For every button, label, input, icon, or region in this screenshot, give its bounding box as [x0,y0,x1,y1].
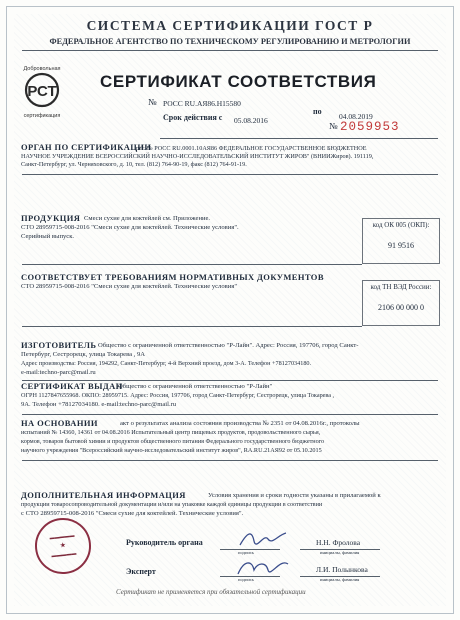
okp-caption: код ОК 005 (ОКП): [372,221,430,229]
organ-line-1: рег. № РОСС RU.0001.10АЯ86 ФЕДЕРАЛЬНОЕ ГОСУДАРСТВЕННОЕ БЮДЖЕТНОЕ [136,145,367,152]
additional-info-label: ДОПОЛНИТЕЛЬНАЯ ИНФОРМАЦИЯ [21,490,186,500]
expert-label: Эксперт [126,567,156,576]
issued-divider [22,414,438,415]
gost-r-logo [20,66,64,118]
basis-line-4: научного учреждения "Всероссийский научно-исследовательский институт жиров", RA.RU.21АЯ92 от 05.10.2015 [21,447,322,454]
basis-line-1: акт о результатах анализа состояния производства № 2351 от 04.08.2016г., протоколы [120,420,360,427]
okp-value: 91 9516 [388,241,414,250]
date-line [160,138,438,139]
organ-stamp: ▬▬▬▬▬ ★ ▬▬▬▬▬ [32,515,94,577]
system-heading: СИСТЕМА СЕРТИФИКАЦИИ ГОСТ Р [86,18,374,33]
manufacturer-line-4: e-mail:techno-parc@mail.ru [21,369,96,376]
product-line-2: СТО 28959715-008-2016 "Смеси сухие для коктейлей. Технические условия". [21,224,239,231]
head-initials-caption: инициалы, фамилия [320,550,360,555]
basis-label: НА ОСНОВАНИИ [21,418,98,428]
manufacturer-line-3: Адрес производства: Россия, 194292, Санкт-Петербург, 4-й Верхний проезд, дом 3-А. Телефон +78127034180. [21,360,312,367]
date-from: 05.08.2016 [234,116,268,125]
tnved-value: 2106 00 000 0 [378,303,424,312]
expert-sign-caption: подпись [238,577,255,582]
basis-line-2: испытаний № 14360, 14361 от 04.08.2016 Испытательный центр пищевых продуктов, продовольственного сырья, [21,429,321,436]
additional-line-1: Условия хранения и сроки годности указаны в прилагаемой к [208,492,381,499]
basis-divider [22,460,438,461]
footer-note: Сертификат не применяется при обязательной сертификации [116,588,306,596]
to-label: по [313,107,322,116]
issued-line-2: ОГРН 1127847655968. ОКПО: 28959715. Адрес: Россия, 197706, город Санкт-Петербург, Сестрорецк, улица Токарева , [21,392,335,399]
product-divider [22,264,362,265]
expert-name: Л.И. Полынкова [316,565,368,574]
head-name: Н.Н. Фролова [316,538,361,547]
organ-line-2: НАУЧНОЕ УЧРЕЖДЕНИЕ ВСЕРОССИЙСКИЙ НАУЧНО-ИССЛЕДОВАТЕЛЬСКИЙ ИНСТИТУТ ЖИРОВ" (ВНИИЖиров). 191119, [21,153,374,160]
conformity-line-1: СТО 28959715-008-2016 "Смеси сухие для коктейлей. Технические условия" [21,283,238,290]
additional-line-2: продукции товаросопроводительной документации и/или на упаковке каждой единицы продукции в соответствии [21,501,323,508]
additional-line-3: с СТО 28959715-008-2016 "Смеси сухие для коктейлей. Технические условия". [21,510,244,517]
rst-mark-text: РСТ [27,83,57,100]
date-to: 04.08.2019 [339,112,373,121]
conformity-divider [22,326,362,327]
organ-divider [22,174,438,175]
product-line-1: Смеси сухие для коктейлей см. Приложение. [84,215,211,222]
tnved-caption: код ТН ВЭД России: [370,283,432,291]
manufacturer-label: ИЗГОТОВИТЕЛЬ [21,340,97,350]
organ-line-3: Санкт-Петербург, ул. Черняховского, д. 10, тел. (812) 764-90-19, факс (812) 764-91-19. [21,161,247,168]
manufacturer-line-2: Петербург, Сестрорецк, улица Токарева , 9А [21,351,146,358]
product-label: ПРОДУКЦИЯ [21,213,81,223]
product-line-3: Серийный выпуск. [21,233,75,240]
number-label: № [148,97,157,107]
agency-heading: ФЕДЕРАЛЬНОЕ АГЕНТСТВО ПО ТЕХНИЧЕСКОМУ РЕГУЛИРОВАНИЮ И МЕТРОЛОГИИ [49,37,411,46]
expert-initials-caption: инициалы, фамилия [320,577,360,582]
tnved-code-box [362,280,440,326]
organ-label: ОРГАН ПО СЕРТИФИКАЦИИ [21,142,152,152]
okp-code-box [362,218,440,264]
basis-line-3: кормов, товаров бытовой химии и продуктов общественного питания Федерального государственного бюджетного [21,438,325,445]
head-sign-caption: подпись [238,550,255,555]
manufacturer-line-1: Общество с ограниченной ответственностью "Р-Лайн". Адрес: Россия, 197706, город Санкт- [98,342,359,349]
serial-number: 2059953 [340,120,400,134]
serial-number-label: № [329,121,338,131]
certificate-number: РОСС RU.АЯ86.Н15580 [163,99,241,108]
logo-caption-top: Добровольная [23,66,61,72]
conformity-label: СООТВЕТСТВУЕТ ТРЕБОВАНИЯМ НОРМАТИВНЫХ ДОКУМЕНТОВ [21,272,324,282]
head-label: Руководитель органа [126,538,203,547]
issued-label: СЕРТИФИКАТ ВЫДАН [21,381,123,391]
rst-mark-icon [20,72,64,108]
certificate-title: СЕРТИФИКАТ СООТВЕТСТВИЯ [100,72,377,91]
logo-caption-bottom: сертификация [23,113,61,119]
header-divider [22,50,438,51]
issued-line-1: Общество с ограниченной ответственностью "Р-Лайн" [118,383,273,390]
validity-label: Срок действия с [163,113,223,122]
issued-line-3: 9А. Телефон +78127034180. e-mail:techno-parc@mail.ru [21,401,177,408]
